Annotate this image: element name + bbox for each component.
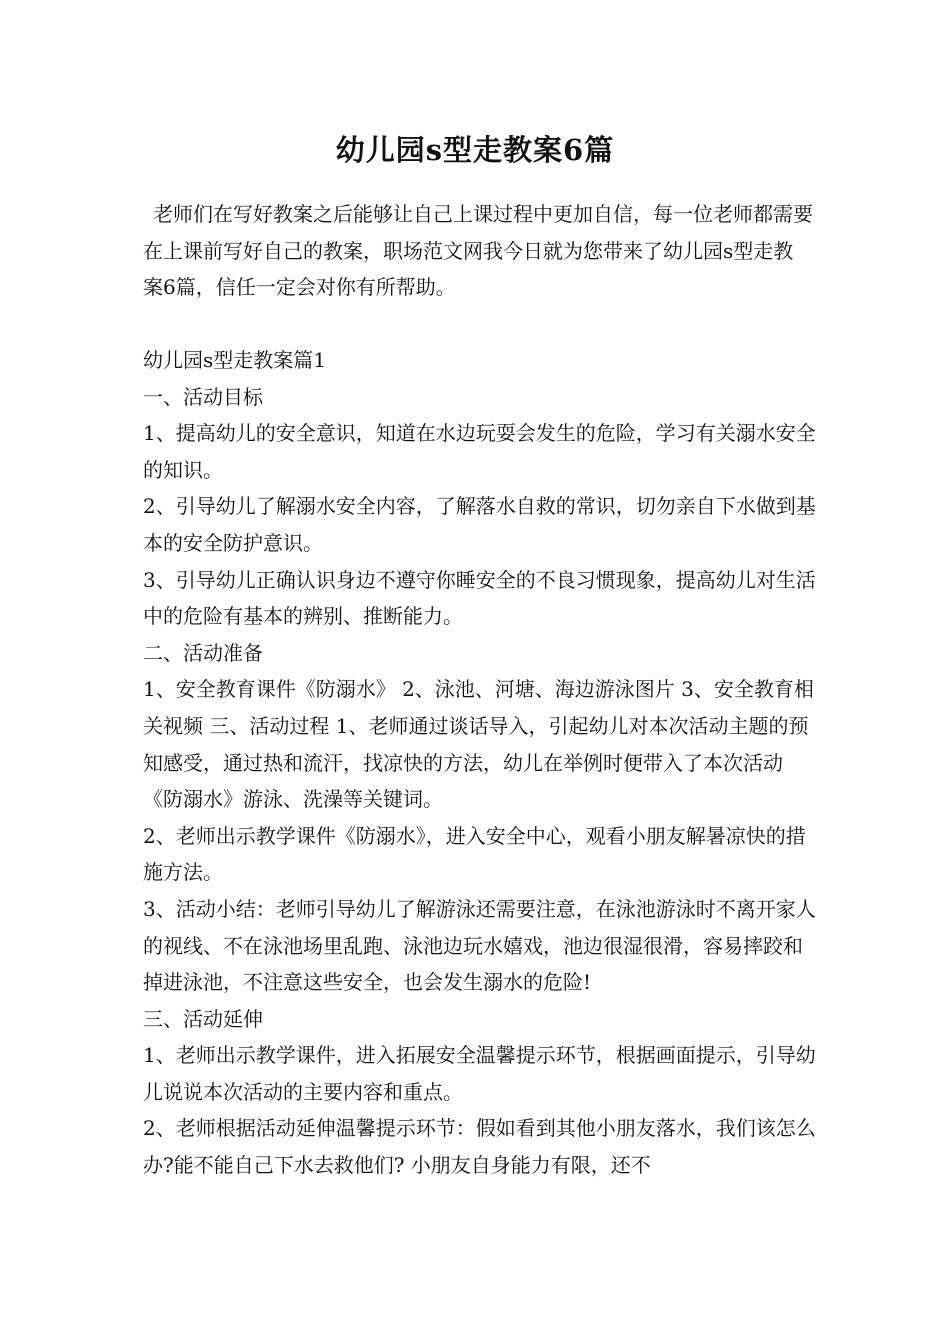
section-heading: 幼儿园s型走教案篇1 — [143, 348, 326, 372]
body-paragraph: 2、老师出示教学课件《防溺水》，进入安全中心，观看小朋友解暑凉快的措施方法。 — [143, 823, 806, 885]
body-paragraph: 3、活动小结：老师引导幼儿了解游泳还需要注意，在泳池游泳时不离开家人的视线、不在泳池场里乱跑、泳池边玩水嬉戏，池边很湿很滑，容易摔跤和掉进泳池，不注意这些安全，也会发生溺水的危险! — [143, 896, 816, 995]
subsection-heading: 一、活动目标 — [143, 384, 263, 409]
body-paragraph: 1、老师出示教学课件，进入拓展安全温馨提示环节，根据画面提示，引导幼儿说说本次活动的主要内容和重点。 — [143, 1043, 816, 1104]
subsection-heading: 二、活动准备 — [143, 640, 263, 665]
subsection-heading: 三、活动延伸 — [143, 1006, 263, 1031]
body-paragraph: 3、引导幼儿正确认识身边不遵守你睡安全的不良习惯现象，提高幼儿对生活中的危险有基本的辨别、推断能力。 — [143, 567, 816, 629]
body-paragraph: 2、引导幼儿了解溺水安全内容，了解落水自救的常识，切勿亲自下水做到基本的安全防护意识。 — [143, 494, 816, 555]
intro-paragraph: 老师们在写好教案之后能够让自己上课过程中更加自信，每一位老师都需要在上课前写好自己的教案，职场范文网我今日就为您带来了幼儿园s型走教案6篇，信任一定会对你有所帮助。 — [143, 202, 813, 299]
body-paragraph: 1、提高幼儿的安全意识，知道在水边玩耍会发生的危险，学习有关溺水安全的知识。 — [143, 421, 816, 482]
document-body — [143, 342, 818, 1184]
body-paragraph: 1、安全教育课件《防溺水》 2、泳池、河塘、海边游泳图片 3、安全教育相关视频 三、活动过程 1、老师通过谈话导入，引起幼儿对本次活动主题的预知感受，通过热和流汗，找凉快的方法，幼儿在举例时便带入了本次活动《防溺水》游泳、洗澡等关键词。 — [143, 677, 814, 812]
document-title: 幼儿园s型走教案6篇 — [335, 133, 615, 167]
body-paragraph: 2、老师根据活动延伸温馨提示环节：假如看到其他小朋友落水，我们该怎么办?能不能自己下水去救他们? 小朋友自身能力有限，还不 — [143, 1116, 816, 1178]
